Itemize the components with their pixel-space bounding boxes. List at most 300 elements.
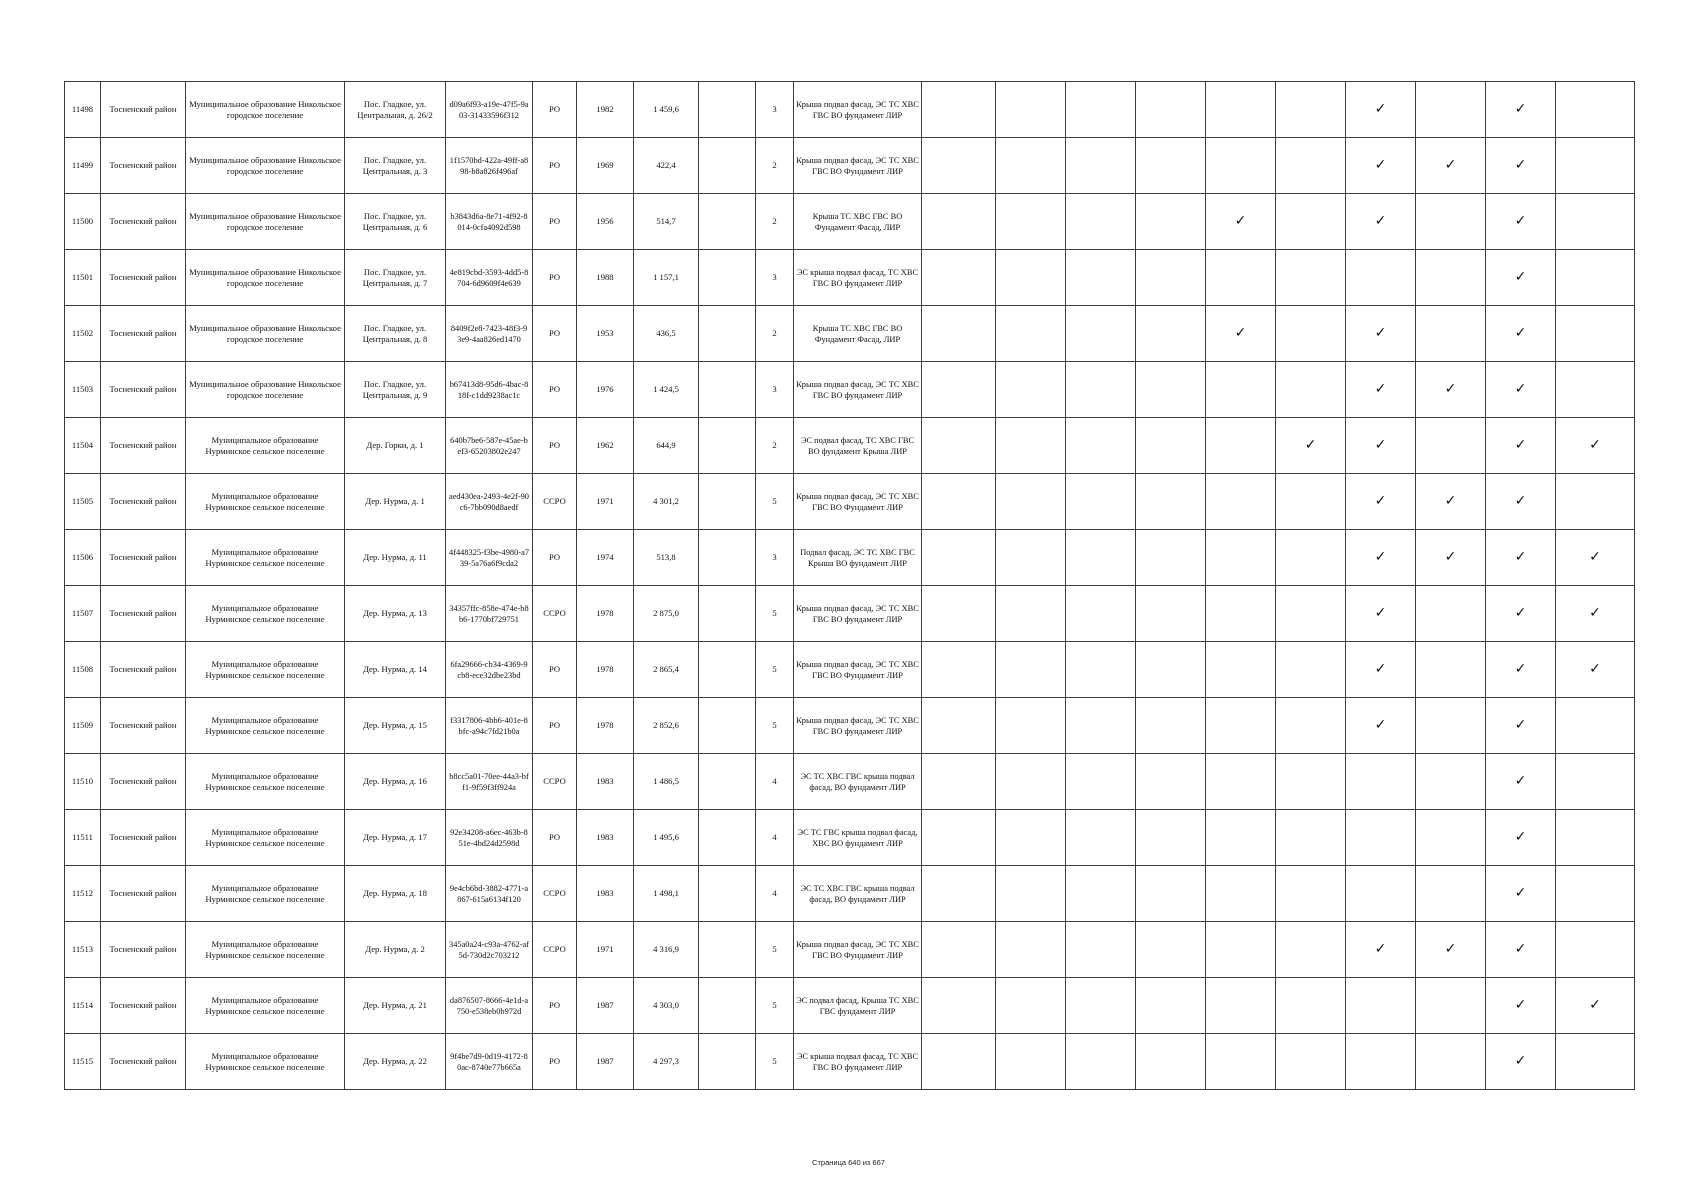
district-cell: Тосненский район [101, 698, 186, 754]
floors-cell: 5 [756, 474, 794, 530]
blank-cell [922, 362, 996, 418]
area-cell: 1 495,6 [634, 810, 699, 866]
district-cell: Тосненский район [101, 138, 186, 194]
row-id-cell: 11512 [65, 866, 101, 922]
year-built-cell: 1976 [577, 362, 634, 418]
ownership-type-cell: РО [533, 1034, 577, 1090]
blank-cell [699, 810, 756, 866]
ownership-type-cell: ССРО [533, 922, 577, 978]
empty-mark-cell [1276, 754, 1346, 810]
empty-mark-cell [1556, 474, 1635, 530]
year-built-cell: 1978 [577, 642, 634, 698]
empty-mark-cell [1136, 82, 1206, 138]
check-mark-icon: ✓ [1556, 586, 1635, 642]
empty-mark-cell [1136, 642, 1206, 698]
address-cell: Пос. Гладкое, ул. Центральная, д. 7 [345, 250, 446, 306]
table-row [65, 698, 1635, 754]
empty-mark-cell [1066, 530, 1136, 586]
check-mark-icon: ✓ [1486, 474, 1556, 530]
area-cell: 422,4 [634, 138, 699, 194]
empty-mark-cell [1206, 138, 1276, 194]
check-mark-icon: ✓ [1206, 194, 1276, 250]
floors-cell: 5 [756, 586, 794, 642]
floors-cell: 2 [756, 194, 794, 250]
empty-mark-cell [1276, 530, 1346, 586]
municipality-cell: Муниципальное образование Нурминское сельское поселение [186, 642, 345, 698]
address-cell: Пос. Гладкое, ул. Центральная, д. 6 [345, 194, 446, 250]
repair-works-cell: ЭС ТС ХВС ГВС крыша подвал фасад, ВО фундамент ЛИР [794, 754, 922, 810]
building-uuid-cell: 92e34208-a6ec-463b-851e-4bd24d2598d [446, 810, 533, 866]
check-mark-icon: ✓ [1346, 362, 1416, 418]
building-uuid-cell: f3317806-4bb6-401e-8bfc-a94c7fd21b0a [446, 698, 533, 754]
check-mark-icon: ✓ [1486, 82, 1556, 138]
year-built-cell: 1982 [577, 82, 634, 138]
empty-mark-cell [1416, 810, 1486, 866]
table-row [65, 978, 1635, 1034]
address-cell: Дер. Нурма, д. 13 [345, 586, 446, 642]
check-mark-icon: ✓ [1486, 978, 1556, 1034]
empty-mark-cell [1276, 362, 1346, 418]
empty-mark-cell [1416, 586, 1486, 642]
repair-works-cell: ЭС подвал фасад, Крыша ТС ХВС ГВС фундамент ЛИР [794, 978, 922, 1034]
building-uuid-cell: d09a6f93-a19e-47f5-9a03-31433596f312 [446, 82, 533, 138]
empty-mark-cell [1066, 810, 1136, 866]
check-mark-icon: ✓ [1556, 530, 1635, 586]
district-cell: Тосненский район [101, 978, 186, 1034]
empty-mark-cell [1346, 866, 1416, 922]
check-mark-icon: ✓ [1486, 922, 1556, 978]
building-uuid-cell: da876507-8666-4e1d-a750-e538eb0b972d [446, 978, 533, 1034]
floors-cell: 4 [756, 754, 794, 810]
check-mark-icon: ✓ [1346, 474, 1416, 530]
district-cell: Тосненский район [101, 362, 186, 418]
empty-mark-cell [996, 642, 1066, 698]
empty-mark-cell [1206, 362, 1276, 418]
empty-mark-cell [1276, 866, 1346, 922]
empty-mark-cell [1276, 194, 1346, 250]
empty-mark-cell [1066, 418, 1136, 474]
row-id-cell: 11502 [65, 306, 101, 362]
floors-cell: 5 [756, 922, 794, 978]
address-cell: Дер. Нурма, д. 1 [345, 474, 446, 530]
area-cell: 4 303,0 [634, 978, 699, 1034]
empty-mark-cell [1066, 82, 1136, 138]
building-uuid-cell: 9e4cb6bd-3882-4771-a867-615a6134f120 [446, 866, 533, 922]
table-row [65, 474, 1635, 530]
repair-works-cell: Крыша подвал фасад, ЭС ТС ХВС ГВС ВО Фундамент ЛИР [794, 474, 922, 530]
check-mark-icon: ✓ [1346, 586, 1416, 642]
year-built-cell: 1971 [577, 922, 634, 978]
row-id-cell: 11511 [65, 810, 101, 866]
district-cell: Тосненский район [101, 82, 186, 138]
empty-mark-cell [1276, 1034, 1346, 1090]
building-uuid-cell: 345a0a24-c93a-4762-af5d-730d2c703212 [446, 922, 533, 978]
table-row [65, 82, 1635, 138]
empty-mark-cell [1066, 306, 1136, 362]
table-row [65, 530, 1635, 586]
empty-mark-cell [1136, 978, 1206, 1034]
repair-works-cell: Крыша подвал фасад, ЭС ТС ХВС ГВС ВО фундамент ЛИР [794, 586, 922, 642]
empty-mark-cell [996, 922, 1066, 978]
blank-cell [699, 362, 756, 418]
district-cell: Тосненский район [101, 810, 186, 866]
row-id-cell: 11509 [65, 698, 101, 754]
floors-cell: 5 [756, 698, 794, 754]
empty-mark-cell [996, 306, 1066, 362]
blank-cell [699, 586, 756, 642]
building-uuid-cell: 640b7be6-587e-45ae-bef3-65203802e247 [446, 418, 533, 474]
check-mark-icon: ✓ [1346, 922, 1416, 978]
year-built-cell: 1953 [577, 306, 634, 362]
blank-cell [922, 194, 996, 250]
ownership-type-cell: РО [533, 530, 577, 586]
floors-cell: 3 [756, 250, 794, 306]
table-row [65, 754, 1635, 810]
floors-cell: 4 [756, 810, 794, 866]
check-mark-icon: ✓ [1486, 530, 1556, 586]
repair-works-cell: Крыша ТС ХВС ГВС ВО Фундамент Фасад, ЛИР [794, 306, 922, 362]
year-built-cell: 1956 [577, 194, 634, 250]
repair-works-cell: Крыша подвал фасад, ЭС ТС ХВС ГВС ВО Фундамент ЛИР [794, 138, 922, 194]
address-cell: Дер. Нурма, д. 18 [345, 866, 446, 922]
check-mark-icon: ✓ [1346, 698, 1416, 754]
blank-cell [699, 642, 756, 698]
check-mark-icon: ✓ [1416, 530, 1486, 586]
blank-cell [922, 810, 996, 866]
blank-cell [922, 754, 996, 810]
blank-cell [922, 922, 996, 978]
check-mark-icon: ✓ [1556, 978, 1635, 1034]
area-cell: 1 486,5 [634, 754, 699, 810]
empty-mark-cell [996, 810, 1066, 866]
check-mark-icon: ✓ [1416, 362, 1486, 418]
blank-cell [922, 250, 996, 306]
address-cell: Дер. Нурма, д. 2 [345, 922, 446, 978]
repair-works-cell: ЭС ТС ХВС ГВС крыша подвал фасад, ВО фундамент ЛИР [794, 866, 922, 922]
year-built-cell: 1969 [577, 138, 634, 194]
area-cell: 1 157,1 [634, 250, 699, 306]
municipality-cell: Муниципальное образование Нурминское сельское поселение [186, 530, 345, 586]
floors-cell: 2 [756, 306, 794, 362]
empty-mark-cell [1136, 138, 1206, 194]
table-row [65, 306, 1635, 362]
empty-mark-cell [1066, 698, 1136, 754]
empty-mark-cell [1276, 978, 1346, 1034]
area-cell: 4 301,2 [634, 474, 699, 530]
check-mark-icon: ✓ [1346, 194, 1416, 250]
empty-mark-cell [1416, 866, 1486, 922]
row-id-cell: 11510 [65, 754, 101, 810]
check-mark-icon: ✓ [1486, 866, 1556, 922]
floors-cell: 2 [756, 138, 794, 194]
area-cell: 2 852,6 [634, 698, 699, 754]
empty-mark-cell [996, 250, 1066, 306]
municipality-cell: Муниципальное образование Нурминское сельское поселение [186, 418, 345, 474]
empty-mark-cell [1206, 82, 1276, 138]
empty-mark-cell [1346, 250, 1416, 306]
empty-mark-cell [1276, 474, 1346, 530]
empty-mark-cell [1276, 306, 1346, 362]
municipality-cell: Муниципальное образование Нурминское сельское поселение [186, 922, 345, 978]
municipality-cell: Муниципальное образование Нурминское сельское поселение [186, 978, 345, 1034]
empty-mark-cell [996, 82, 1066, 138]
repair-works-cell: Крыша подвал фасад, ЭС ТС ХВС ГВС ВО Фундамент ЛИР [794, 922, 922, 978]
floors-cell: 5 [756, 978, 794, 1034]
empty-mark-cell [1346, 1034, 1416, 1090]
empty-mark-cell [1556, 698, 1635, 754]
municipality-cell: Муниципальное образование Нурминское сельское поселение [186, 1034, 345, 1090]
empty-mark-cell [1136, 530, 1206, 586]
row-id-cell: 11506 [65, 530, 101, 586]
empty-mark-cell [1276, 82, 1346, 138]
area-cell: 436,5 [634, 306, 699, 362]
empty-mark-cell [1556, 922, 1635, 978]
building-uuid-cell: b3843d6a-8e71-4f92-8014-0cfa4092d598 [446, 194, 533, 250]
row-id-cell: 11505 [65, 474, 101, 530]
ownership-type-cell: ССРО [533, 866, 577, 922]
floors-cell: 4 [756, 866, 794, 922]
floors-cell: 5 [756, 1034, 794, 1090]
ownership-type-cell: РО [533, 418, 577, 474]
blank-cell [922, 306, 996, 362]
area-cell: 513,8 [634, 530, 699, 586]
district-cell: Тосненский район [101, 530, 186, 586]
empty-mark-cell [1206, 922, 1276, 978]
ownership-type-cell: ССРО [533, 754, 577, 810]
check-mark-icon: ✓ [1486, 362, 1556, 418]
empty-mark-cell [1276, 250, 1346, 306]
blank-cell [699, 82, 756, 138]
row-id-cell: 11514 [65, 978, 101, 1034]
repair-works-cell: ЭС крыша подвал фасад, ТС ХВС ГВС ВО фундамент ЛИР [794, 1034, 922, 1090]
area-cell: 1 424,5 [634, 362, 699, 418]
empty-mark-cell [1066, 250, 1136, 306]
empty-mark-cell [1136, 698, 1206, 754]
ownership-type-cell: РО [533, 698, 577, 754]
building-uuid-cell: 4f448325-f3be-4980-a739-5a76a6f9cda2 [446, 530, 533, 586]
address-cell: Дер. Нурма, д. 14 [345, 642, 446, 698]
area-cell: 1 498,1 [634, 866, 699, 922]
empty-mark-cell [1136, 306, 1206, 362]
area-cell: 514,7 [634, 194, 699, 250]
address-cell: Пос. Гладкое, ул. Центральная, д. 3 [345, 138, 446, 194]
empty-mark-cell [1416, 306, 1486, 362]
empty-mark-cell [1416, 698, 1486, 754]
ownership-type-cell: РО [533, 362, 577, 418]
table-row [65, 866, 1635, 922]
year-built-cell: 1983 [577, 866, 634, 922]
building-uuid-cell: 34357ffc-858e-474e-b8b6-1770bf729751 [446, 586, 533, 642]
empty-mark-cell [1066, 194, 1136, 250]
check-mark-icon: ✓ [1346, 138, 1416, 194]
empty-mark-cell [1556, 810, 1635, 866]
empty-mark-cell [1066, 586, 1136, 642]
blank-cell [699, 922, 756, 978]
ownership-type-cell: ССРО [533, 586, 577, 642]
empty-mark-cell [1066, 474, 1136, 530]
empty-mark-cell [1416, 418, 1486, 474]
municipality-cell: Муниципальное образование Никольское городское поселение [186, 306, 345, 362]
blank-cell [699, 530, 756, 586]
check-mark-icon: ✓ [1486, 754, 1556, 810]
building-uuid-cell: 8409f2e8-7423-48f3-93e9-4aa826ed1470 [446, 306, 533, 362]
empty-mark-cell [1276, 922, 1346, 978]
empty-mark-cell [996, 698, 1066, 754]
check-mark-icon: ✓ [1206, 306, 1276, 362]
blank-cell [922, 978, 996, 1034]
check-mark-icon: ✓ [1346, 642, 1416, 698]
empty-mark-cell [1206, 810, 1276, 866]
table-row [65, 418, 1635, 474]
empty-mark-cell [1416, 194, 1486, 250]
floors-cell: 3 [756, 362, 794, 418]
year-built-cell: 1978 [577, 586, 634, 642]
check-mark-icon: ✓ [1486, 306, 1556, 362]
empty-mark-cell [1066, 362, 1136, 418]
year-built-cell: 1983 [577, 810, 634, 866]
blank-cell [922, 530, 996, 586]
blank-cell [922, 138, 996, 194]
empty-mark-cell [1206, 754, 1276, 810]
table-row [65, 586, 1635, 642]
blank-cell [699, 306, 756, 362]
page-footer: Страница 640 из 667 [812, 1158, 885, 1167]
year-built-cell: 1974 [577, 530, 634, 586]
district-cell: Тосненский район [101, 866, 186, 922]
year-built-cell: 1962 [577, 418, 634, 474]
empty-mark-cell [996, 530, 1066, 586]
area-cell: 2 875,0 [634, 586, 699, 642]
empty-mark-cell [1136, 1034, 1206, 1090]
table-row [65, 250, 1635, 306]
empty-mark-cell [1136, 810, 1206, 866]
ownership-type-cell: РО [533, 642, 577, 698]
blank-cell [699, 698, 756, 754]
floors-cell: 5 [756, 642, 794, 698]
empty-mark-cell [1066, 642, 1136, 698]
empty-mark-cell [1206, 530, 1276, 586]
check-mark-icon: ✓ [1486, 586, 1556, 642]
empty-mark-cell [1206, 866, 1276, 922]
building-uuid-cell: 6fa29666-cb34-4369-9cb8-ece32dbe23bd [446, 642, 533, 698]
municipality-cell: Муниципальное образование Никольское городское поселение [186, 194, 345, 250]
check-mark-icon: ✓ [1416, 138, 1486, 194]
check-mark-icon: ✓ [1486, 250, 1556, 306]
empty-mark-cell [1136, 418, 1206, 474]
empty-mark-cell [1136, 754, 1206, 810]
address-cell: Дер. Нурма, д. 22 [345, 1034, 446, 1090]
municipality-cell: Муниципальное образование Никольское городское поселение [186, 250, 345, 306]
empty-mark-cell [1206, 698, 1276, 754]
table-row [65, 642, 1635, 698]
check-mark-icon: ✓ [1346, 306, 1416, 362]
empty-mark-cell [996, 754, 1066, 810]
empty-mark-cell [1416, 1034, 1486, 1090]
year-built-cell: 1987 [577, 1034, 634, 1090]
blank-cell [922, 418, 996, 474]
empty-mark-cell [996, 418, 1066, 474]
floors-cell: 2 [756, 418, 794, 474]
floors-cell: 3 [756, 530, 794, 586]
address-cell: Пос. Гладкое, ул. Центральная, д. 26/2 [345, 82, 446, 138]
empty-mark-cell [1416, 250, 1486, 306]
empty-mark-cell [1276, 642, 1346, 698]
repair-works-cell: Крыша подвал фасад, ЭС ТС ХВС ГВС ВО фундамент ЛИР [794, 362, 922, 418]
check-mark-icon: ✓ [1556, 642, 1635, 698]
blank-cell [699, 194, 756, 250]
building-uuid-cell: 9f4be7d9-0d19-4172-80ac-8740e77b665a [446, 1034, 533, 1090]
blank-cell [699, 754, 756, 810]
municipality-cell: Муниципальное образование Нурминское сельское поселение [186, 474, 345, 530]
empty-mark-cell [996, 474, 1066, 530]
empty-mark-cell [1346, 754, 1416, 810]
empty-mark-cell [996, 866, 1066, 922]
year-built-cell: 1988 [577, 250, 634, 306]
district-cell: Тосненский район [101, 922, 186, 978]
ownership-type-cell: ССРО [533, 474, 577, 530]
table-row [65, 810, 1635, 866]
blank-cell [922, 1034, 996, 1090]
table-row [65, 922, 1635, 978]
repair-works-cell: ЭС крыша подвал фасад, ТС ХВС ГВС ВО фундамент ЛИР [794, 250, 922, 306]
repair-works-cell: Крыша подвал фасад, ЭС ТС ХВС ГВС ВО фундамент ЛИР [794, 82, 922, 138]
empty-mark-cell [1066, 922, 1136, 978]
empty-mark-cell [1206, 642, 1276, 698]
blank-cell [699, 866, 756, 922]
empty-mark-cell [1066, 866, 1136, 922]
blank-cell [922, 866, 996, 922]
municipality-cell: Муниципальное образование Никольское городское поселение [186, 82, 345, 138]
check-mark-icon: ✓ [1416, 922, 1486, 978]
check-mark-icon: ✓ [1556, 418, 1635, 474]
empty-mark-cell [1556, 194, 1635, 250]
empty-mark-cell [1556, 138, 1635, 194]
blank-cell [922, 474, 996, 530]
address-cell: Дер. Нурма, д. 15 [345, 698, 446, 754]
building-uuid-cell: aed430ea-2493-4e2f-90c6-7bb090d8aedf [446, 474, 533, 530]
municipality-cell: Муниципальное образование Нурминское сельское поселение [186, 698, 345, 754]
address-cell: Дер. Горки, д. 1 [345, 418, 446, 474]
ownership-type-cell: РО [533, 194, 577, 250]
empty-mark-cell [1416, 642, 1486, 698]
empty-mark-cell [1556, 1034, 1635, 1090]
empty-mark-cell [1136, 250, 1206, 306]
repair-works-cell: Подвал фасад, ЭС ТС ХВС ГВС Крыша ВО фундамент ЛИР [794, 530, 922, 586]
row-id-cell: 11508 [65, 642, 101, 698]
repair-works-cell: Крыша ТС ХВС ГВС ВО Фундамент Фасад, ЛИР [794, 194, 922, 250]
empty-mark-cell [1416, 978, 1486, 1034]
address-cell: Пос. Гладкое, ул. Центральная, д. 9 [345, 362, 446, 418]
municipality-cell: Муниципальное образование Нурминское сельское поселение [186, 866, 345, 922]
empty-mark-cell [996, 1034, 1066, 1090]
municipality-cell: Муниципальное образование Никольское городское поселение [186, 138, 345, 194]
blank-cell [699, 250, 756, 306]
check-mark-icon: ✓ [1346, 418, 1416, 474]
empty-mark-cell [1556, 362, 1635, 418]
empty-mark-cell [1416, 82, 1486, 138]
year-built-cell: 1978 [577, 698, 634, 754]
empty-mark-cell [1136, 362, 1206, 418]
district-cell: Тосненский район [101, 1034, 186, 1090]
empty-mark-cell [1066, 138, 1136, 194]
empty-mark-cell [1556, 306, 1635, 362]
repair-works-cell: Крыша подвал фасад, ЭС ТС ХВС ГВС ВО Фундамент ЛИР [794, 642, 922, 698]
check-mark-icon: ✓ [1416, 474, 1486, 530]
empty-mark-cell [1276, 698, 1346, 754]
district-cell: Тосненский район [101, 250, 186, 306]
empty-mark-cell [1206, 586, 1276, 642]
housing-registry-table [64, 81, 1635, 1090]
